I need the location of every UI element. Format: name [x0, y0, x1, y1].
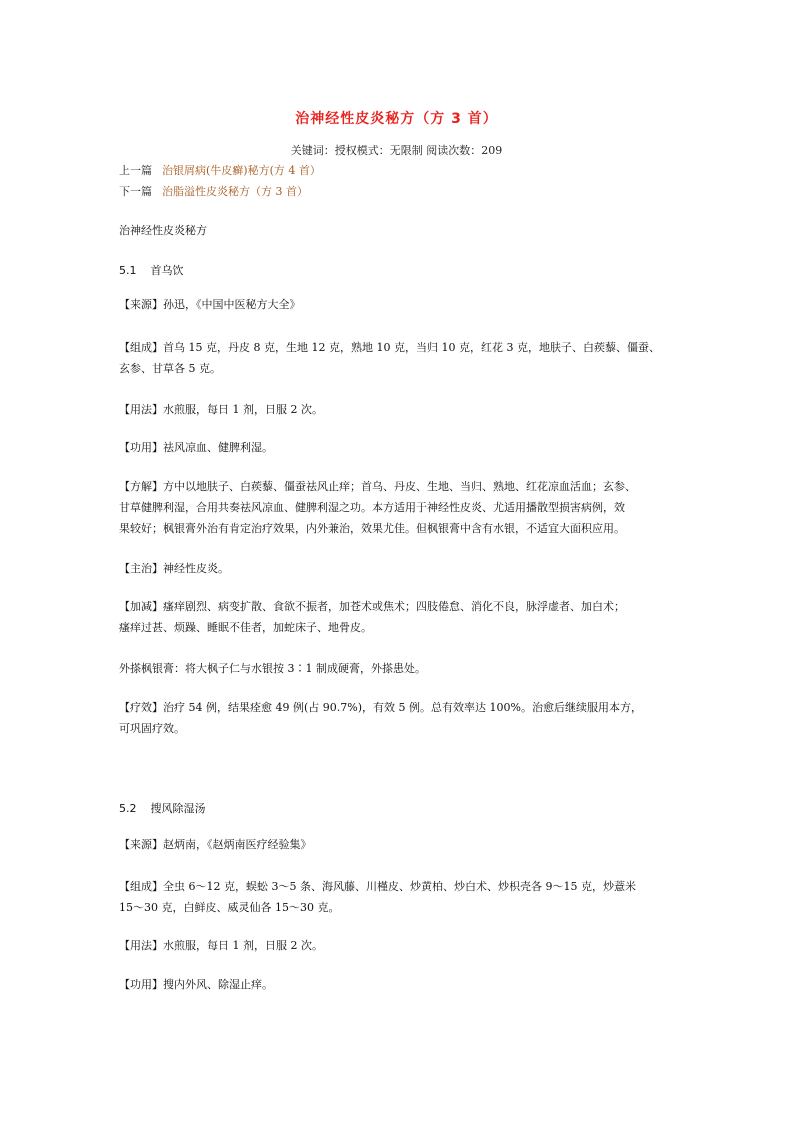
- s1-explanation-line-2: 甘草健脾利湿，合用共奏祛风凉血、健脾利湿之功。本方适用于神经性皮炎、尤适用播散型损害病例，效: [119, 501, 625, 514]
- s1-composition-line-2: 玄参、甘草各 5 克。: [119, 362, 221, 375]
- article-meta: 关键词：授权模式：无限制 阅读次数：209: [290, 144, 503, 157]
- s1-modification: [119, 596, 679, 638]
- s1-usage: 【用法】水煎服，每日 1 剂，日服 2 次。: [119, 403, 323, 416]
- s1-result-line-2: 可巩固疗效。: [119, 722, 185, 735]
- s1-result: [119, 697, 679, 739]
- s1-external-use: 外搽枫银膏：将大枫子仁与水银按 3∶1 制成硬膏，外搽患处。: [119, 662, 426, 675]
- s1-explanation: [119, 476, 679, 539]
- section-number: 5.2: [119, 802, 137, 815]
- s1-modification-line-2: 瘙痒过甚、烦躁、睡眠不佳者，加蛇床子、地骨皮。: [119, 621, 372, 634]
- section-name: 搜风除湿汤: [150, 802, 206, 815]
- s1-explanation-line-1: 【方解】方中以地肤子、白蒺藜、僵蚕祛风止痒；首乌、丹皮、生地、当归、熟地、红花凉血活血；玄参、: [119, 480, 636, 493]
- s1-composition-line-1: 【组成】首乌 15 克，丹皮 8 克，生地 12 克，熟地 10 克，当归 10 克，红花 3 克，地肤子、白蒺藜、僵蚕、: [119, 341, 660, 354]
- next-article-nav: [119, 183, 308, 199]
- s2-composition: [119, 876, 679, 918]
- s1-indication: 【主治】神经性皮炎。: [119, 562, 229, 575]
- section-heading-5-2: [119, 800, 206, 816]
- s1-composition: [119, 337, 679, 379]
- s1-explanation-line-3: 果较好；枫银膏外治有肯定治疗效果，内外兼治，效果尤佳。但枫银膏中含有水银，不适宜大面积应用。: [119, 522, 625, 535]
- section-heading-5-1: [119, 262, 184, 278]
- s2-usage: 【用法】水煎服，每日 1 剂，日服 2 次。: [119, 939, 323, 952]
- page-title: 治神经性皮炎秘方（方 3 首）: [295, 111, 498, 127]
- s1-modification-line-1: 【加减】瘙痒剧烈、病变扩散、食欲不振者，加苍术或焦术；四肢倦怠、消化不良，脉浮虚者、加白术；: [119, 600, 625, 613]
- s2-composition-line-1: 【组成】全虫 6～12 克，蜈蚣 3～5 条、海风藤、川槿皮、炒黄柏、炒白术、炒枳壳各 9～15 克，炒薏米: [119, 880, 636, 893]
- doc-heading: 治神经性皮炎秘方: [119, 224, 207, 237]
- prev-label: 上一篇: [119, 164, 152, 177]
- section-number: 5.1: [119, 264, 137, 277]
- next-label: 下一篇: [119, 185, 152, 198]
- s2-composition-line-2: 15～30 克，白鲜皮、威灵仙各 15～30 克。: [119, 901, 340, 914]
- prev-article-link[interactable]: 治银屑病(牛皮癣)秘方(方 4 首）: [162, 164, 321, 177]
- s1-effect: 【功用】祛风凉血、健脾利湿。: [119, 441, 273, 454]
- next-article-link[interactable]: 治脂溢性皮炎秘方（方 3 首）: [162, 185, 308, 198]
- section-name: 首乌饮: [150, 264, 184, 277]
- s1-result-line-1: 【疗效】治疗 54 例，结果痊愈 49 例(占 90.7%)，有效 5 例。总有效率达 100%。治愈后继续服用本方，: [119, 701, 642, 714]
- s2-source: 【来源】赵炳南，《赵炳南医疗经验集》: [119, 838, 312, 851]
- prev-article-nav: [119, 162, 321, 178]
- s1-source: 【来源】孙迅，《中国中医秘方大全》: [119, 298, 301, 311]
- s2-effect: 【功用】搜内外风、除湿止痒。: [119, 978, 273, 991]
